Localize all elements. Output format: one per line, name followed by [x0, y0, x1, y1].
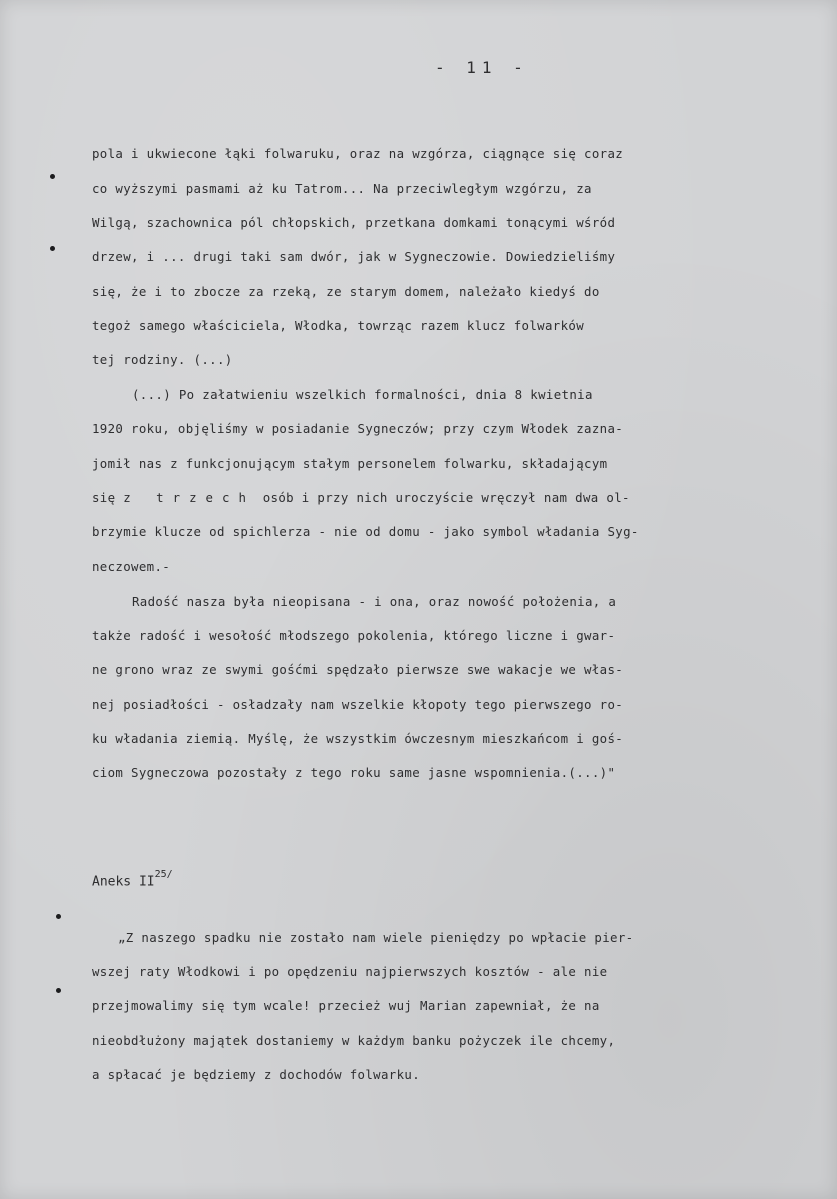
text-line [92, 490, 630, 506]
text-line: jomił nas z funkcjonującym stałym personelem folwarku, składającym [92, 456, 608, 471]
text-line: Wilgą, szachownica pól chłopskich, przetkana domkami tonącymi wśród [92, 215, 616, 230]
text-line: nej posiadłości - osładzały nam wszelkie kłopoty tego pierwszego ro- [92, 697, 624, 712]
text-line: się, że i to zbocze za rzeką, ze starym domem, należało kiedyś do [92, 284, 600, 299]
text-line: co wyższymi pasmami aż ku Tatrom... Na przeciwległym wzgórzu, za [92, 181, 592, 196]
text-line: nieobdłużony majątek dostaniemy w każdym banku pożyczek ile chcemy, [92, 1033, 616, 1048]
text-line: także radość i wesołość młodszego pokolenia, którego liczne i gwar- [92, 628, 616, 643]
punch-hole-icon [56, 988, 61, 993]
punch-hole-icon [56, 914, 61, 919]
text-line: przejmowalimy się tym wcale! przecież wuj Marian zapewniał, że na [92, 998, 600, 1013]
text-line: tegoż samego właściciela, Włodka, towrząc razem klucz folwarków [92, 318, 585, 333]
text-line: 1920 roku, objęliśmy w posiadanie Sygneczów; przy czym Włodek zazna- [92, 421, 624, 436]
text-line: ciom Sygneczowa pozostały z tego roku same jasne wspomnienia.(...)" [92, 765, 616, 780]
page-number: - 11 - [435, 58, 529, 77]
text-line: (...) Po załatwieniu wszelkich formalności, dnia 8 kwietnia [132, 387, 593, 402]
text-line: neczowem.- [92, 559, 171, 574]
annex-heading [92, 869, 173, 890]
text-line: „Z naszego spadku nie zostało nam wiele pieniędzy po wpłacie pier- [118, 930, 634, 945]
text-line: Radość nasza była nieopisana - i ona, oraz nowość położenia, a [132, 594, 617, 609]
punch-hole-icon [50, 174, 55, 179]
text-fragment: się [92, 490, 124, 505]
text-line: wszej raty Włodkowi i po opędzeniu najpierwszych kosztów - ale nie [92, 964, 608, 979]
punch-hole-icon [50, 246, 55, 251]
footnote-marker: 25/ [154, 869, 173, 880]
text-fragment: osób i przy nich uroczyście wręczył nam dwa ol- [254, 490, 630, 505]
annex-label: Aneks II [92, 874, 155, 890]
text-line: pola i ukwiecone łąki folwaruku, oraz na wzgórza, ciągnące się coraz [92, 146, 624, 161]
text-line: brzymie klucze od spichlerza - nie od domu - jako symbol władania Syg- [92, 524, 639, 539]
text-line: ku władania ziemią. Myślę, że wszystkim ówczesnym mieszkańcom i goś- [92, 731, 624, 746]
text-line: a spłacać je będziemy z dochodów folwarku. [92, 1067, 421, 1082]
spaced-emphasis: z trzech [123, 490, 255, 505]
text-line: tej rodziny. (...) [92, 352, 233, 367]
text-line: drzew, i ... drugi taki sam dwór, jak w Sygneczowie. Dowiedzieliśmy [92, 249, 616, 264]
text-line: ne grono wraz ze swymi gośćmi spędzało pierwsze swe wakacje we włas- [92, 662, 624, 677]
